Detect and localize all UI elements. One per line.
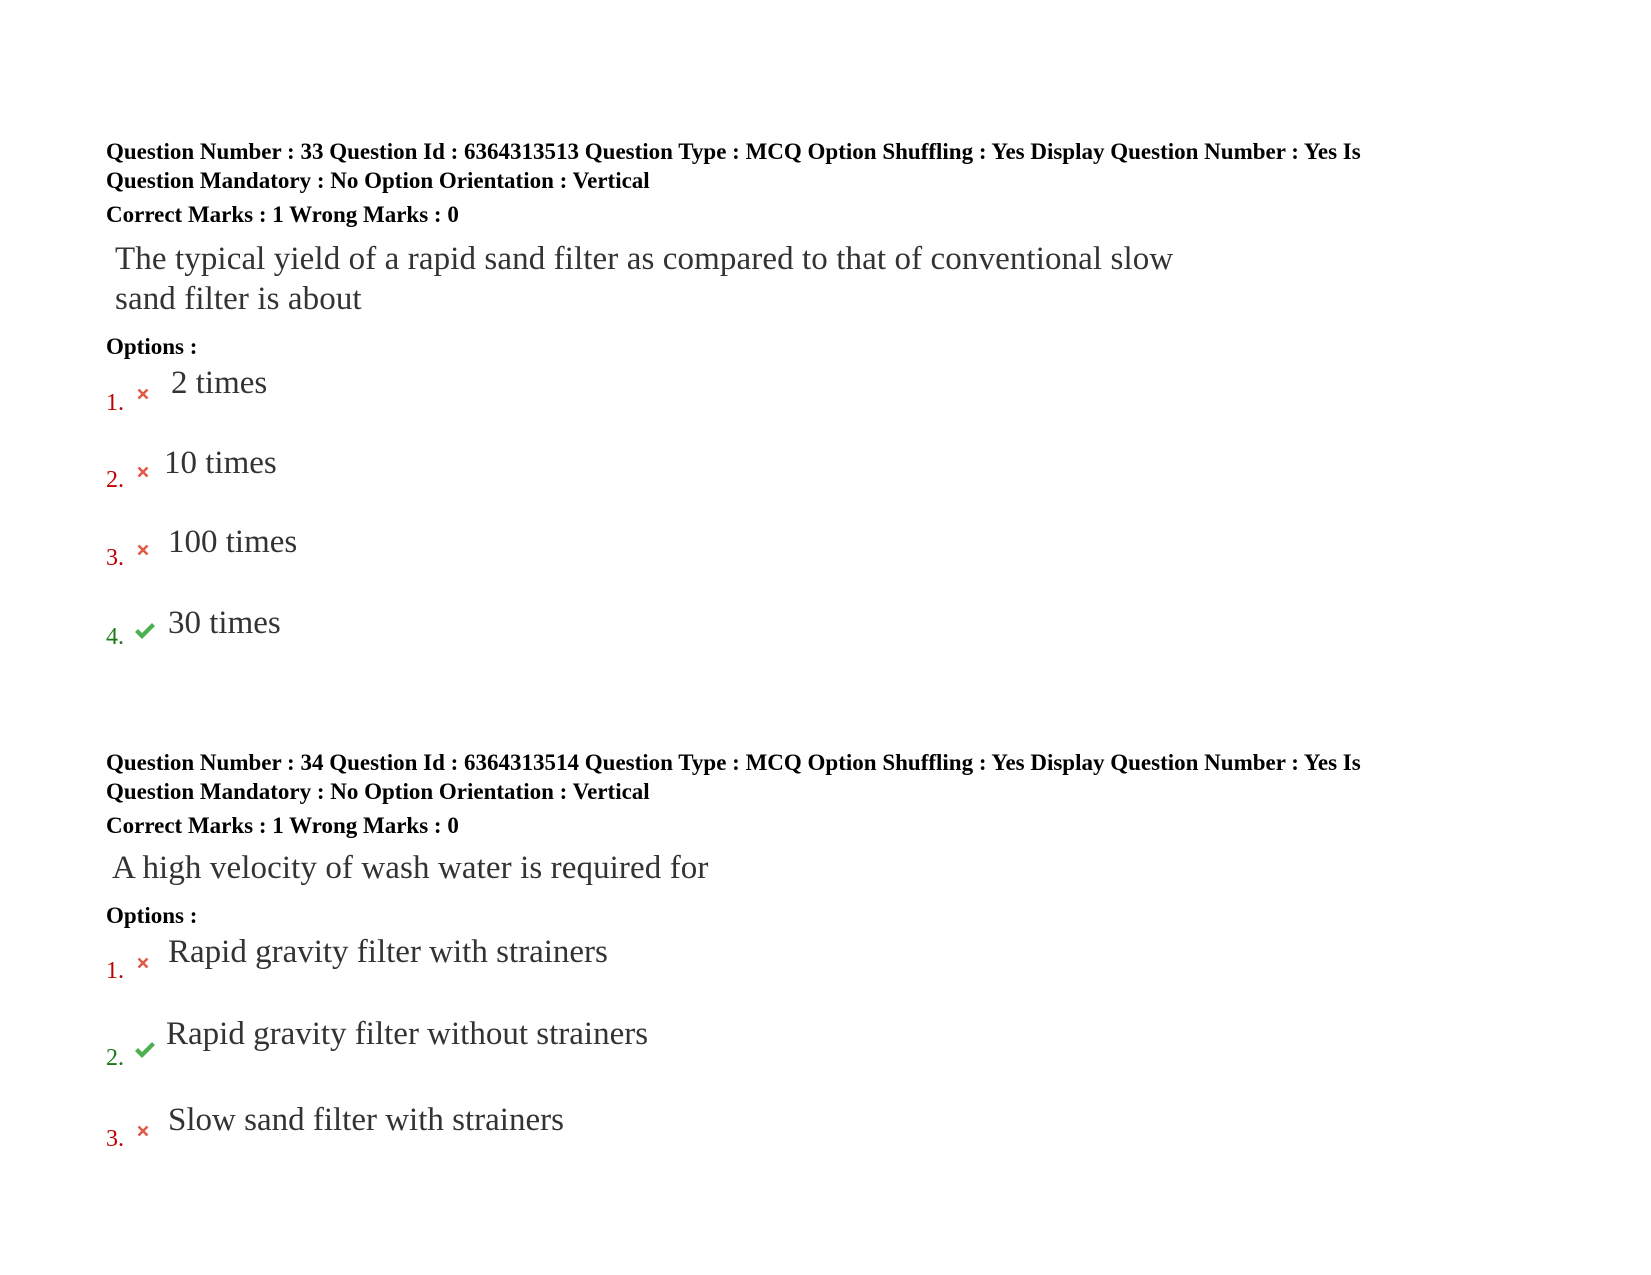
cross-icon (134, 541, 152, 559)
option-number: 2. (106, 1045, 124, 1071)
check-icon (133, 621, 157, 641)
option-text: 10 times (164, 445, 277, 481)
option-1 (106, 930, 1526, 1016)
option-text: 100 times (168, 524, 298, 560)
option-number: 3. (106, 1126, 124, 1152)
check-icon (133, 1040, 157, 1060)
option-text: Rapid gravity filter with strainers (168, 934, 608, 970)
cross-icon (134, 385, 152, 403)
question-meta-line2: Question Mandatory : No Option Orientation : Vertical (106, 779, 650, 804)
cross-icon (134, 954, 152, 972)
option-2 (106, 444, 1526, 524)
option-text: Rapid gravity filter without strainers (166, 1016, 649, 1052)
option-text: 2 times (171, 365, 268, 401)
question-text (112, 848, 1292, 888)
option-number: 3. (106, 545, 124, 571)
option-text: Slow sand filter with strainers (168, 1102, 564, 1138)
options-label: Options : (106, 903, 198, 928)
cross-icon (134, 463, 152, 481)
option-number: 4. (106, 624, 124, 650)
question-meta-line2: Question Mandatory : No Option Orientation : Vertical (106, 168, 650, 193)
option-3 (106, 1102, 1526, 1182)
question-34 (106, 748, 1526, 1182)
question-text-line2: sand filter is about (115, 281, 362, 317)
options-label: Options : (106, 334, 198, 359)
question-meta-line1: Question Number : 33 Question Id : 6364313513 Question Type : MCQ Option Shuffling : Yes Display Question Number : Yes Is (106, 139, 1361, 164)
option-3 (106, 524, 1526, 604)
option-1 (106, 361, 1526, 444)
question-33 (106, 137, 1526, 684)
question-marks: Correct Marks : 1 Wrong Marks : 0 (106, 813, 459, 838)
option-number: 1. (106, 390, 124, 416)
question-meta (106, 748, 1526, 806)
question-text-line1: The typical yield of a rapid sand filter as compared to that of conventional slow (115, 241, 1174, 277)
cross-icon (134, 1122, 152, 1140)
option-4 (106, 604, 1526, 684)
question-text (115, 239, 1295, 319)
question-text-line1: A high velocity of wash water is required for (112, 850, 709, 886)
option-number: 2. (106, 467, 124, 493)
option-text: 30 times (168, 605, 281, 641)
question-meta-line1: Question Number : 34 Question Id : 6364313514 Question Type : MCQ Option Shuffling : Yes Display Question Number : Yes Is (106, 750, 1361, 775)
question-marks: Correct Marks : 1 Wrong Marks : 0 (106, 202, 459, 227)
question-meta (106, 137, 1526, 195)
option-number: 1. (106, 958, 124, 984)
option-2 (106, 1016, 1526, 1102)
